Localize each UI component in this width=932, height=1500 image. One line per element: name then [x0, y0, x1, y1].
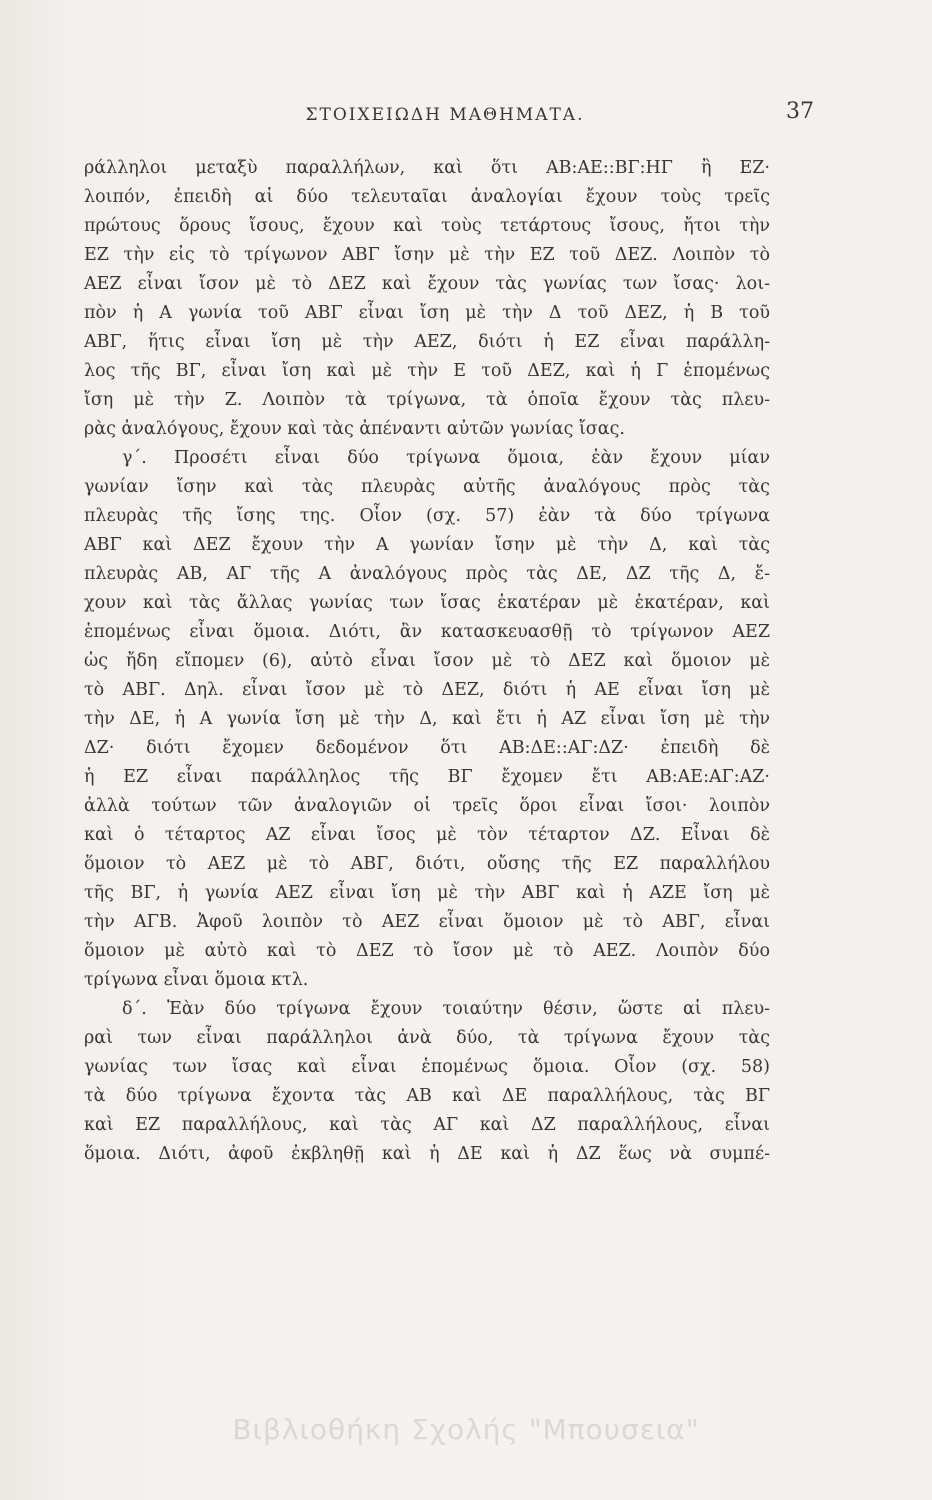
- text-line: ΑΕΖ εἶναι ἴσον μὲ τὸ ΔΕΖ καὶ ἔχουν τὰς γωνίας των ἴσας· λοι-: [84, 274, 770, 294]
- text-line: χουν καὶ τὰς ἄλλας γωνίας των ἴσας ἑκατέραν μὲ ἑκατέραν, καὶ: [84, 593, 770, 613]
- text-line: ὅμοιον μὲ αὐτὸ καὶ τὸ ΔΕΖ τὸ ἴσον μὲ τὸ ΑΕΖ. Λοιπὸν δύο: [84, 941, 770, 961]
- paragraph-start-line: γ΄. Προσέτι εἶναι δύο τρίγωνα ὅμοια, ἐὰν ἔχουν μίαν: [122, 448, 770, 468]
- text-line: ἴση μὲ τὴν Ζ. Λοιπὸν τὰ τρίγωνα, τὰ ὁποῖα ἔχουν τὰς πλευ-: [84, 390, 770, 410]
- text-line: γωνίαν ἴσην καὶ τὰς πλευρὰς αὐτῆς ἀναλόγους πρὸς τὰς: [84, 477, 770, 497]
- text-line: τῆς ΒΓ, ἡ γωνία ΑΕΖ εἶναι ἴση μὲ τὴν ΑΒΓ καὶ ἡ ΑΖΕ ἴση μὲ: [84, 883, 770, 903]
- page-number: 37: [786, 99, 814, 124]
- text-line: πλευρὰς ΑΒ, ΑΓ τῆς Α ἀναλόγους πρὸς τὰς ΔΕ, ΔΖ τῆς Δ, ἔ-: [84, 564, 770, 584]
- text-line: ΔΖ· διότι ἔχομεν δεδομένον ὅτι ΑΒ:ΔΕ::ΑΓ:ΔΖ· ἐπειδὴ δὲ: [84, 738, 770, 758]
- text-line: ὡς ἤδη εἴπομεν (6), αὐτὸ εἶναι ἴσον μὲ τὸ ΔΕΖ καὶ ὅμοιον μὲ: [84, 651, 770, 671]
- text-line: ἡ ΕΖ εἶναι παράλληλος τῆς ΒΓ ἔχομεν ἔτι ΑΒ:ΑΕ:ΑΓ:ΑΖ·: [84, 767, 770, 787]
- text-line: πρώτους ὅρους ἴσους, ἔχουν καὶ τοὺς τετάρτους ἴσους, ἤτοι τὴν: [84, 216, 770, 236]
- text-line: ὅμοια. Διότι, ἀφοῦ ἐκβληθῇ καὶ ἡ ΔΕ καὶ ἡ ΔΖ ἕως νὰ συμπέ-: [84, 1144, 770, 1164]
- text-line: ράλληλοι μεταξὺ παραλλήλων, καὶ ὅτι ΑΒ:ΑΕ::ΒΓ:ΗΓ ἢ ΕΖ·: [84, 158, 770, 178]
- text-line: ΑΒΓ, ἥτις εἶναι ἴση μὲ τὴν ΑΕΖ, διότι ἡ ΕΖ εἶναι παράλλη-: [84, 332, 770, 352]
- text-line: ΕΖ τὴν εἰς τὸ τρίγωνον ΑΒΓ ἴσην μὲ τὴν ΕΖ τοῦ ΔΕΖ. Λοιπὸν τὸ: [84, 245, 770, 265]
- page-header: [90, 93, 814, 133]
- text-line: πὸν ἡ Α γωνία τοῦ ΑΒΓ εἶναι ἴση μὲ τὴν Δ τοῦ ΔΕΖ, ἡ Β τοῦ: [84, 303, 770, 323]
- text-line: λοιπόν, ἐπειδὴ αἱ δύο τελευταῖαι ἀναλογίαι ἔχουν τοὺς τρεῖς: [84, 187, 770, 207]
- text-line: ἑπομένως εἶναι ὅμοια. Διότι, ἂν κατασκευασθῇ τὸ τρίγωνον ΑΕΖ: [84, 622, 770, 642]
- running-title: ΣΤΟΙΧΕΙΩΔΗ ΜΑΘΗΜΑΤΑ.: [305, 105, 585, 125]
- text-line: τὴν ΑΓΒ. Ἀφοῦ λοιπὸν τὸ ΑΕΖ εἶναι ὅμοιον μὲ τὸ ΑΒΓ, εἶναι: [84, 912, 770, 932]
- text-line: γωνίας των ἴσας καὶ εἶναι ἑπομένως ὅμοια. Οἷον (σχ. 58): [84, 1057, 770, 1077]
- text-line: πλευρὰς τῆς ἴσης της. Οἷον (σχ. 57) ἐὰν τὰ δύο τρίγωνα: [84, 506, 770, 526]
- text-line: λος τῆς ΒΓ, εἶναι ἴση καὶ μὲ τὴν Ε τοῦ ΔΕΖ, καὶ ἡ Γ ἑπομένως: [84, 361, 770, 381]
- paragraph-start-line: δ΄. Ἐὰν δύο τρίγωνα ἔχουν τοιαύτην θέσιν, ὥστε αἱ πλευ-: [122, 999, 770, 1019]
- text-line: ἀλλὰ τούτων τῶν ἀναλογιῶν οἱ τρεῖς ὅροι εἶναι ἴσοι· λοιπὸν: [84, 796, 770, 816]
- library-watermark: Βιβλιοθήκη Σχολής "Μπουσεια": [232, 1413, 700, 1446]
- text-line: ραὶ των εἶναι παράλληλοι ἀνὰ δύο, τὰ τρίγωνα ἔχουν τὰς: [84, 1028, 770, 1048]
- text-line: ΑΒΓ καὶ ΔΕΖ ἔχουν τὴν Α γωνίαν ἴσην μὲ τὴν Δ, καὶ τὰς: [84, 535, 770, 555]
- text-line: καὶ ὁ τέταρτος ΑΖ εἶναι ἴσος μὲ τὸν τέταρτον ΔΖ. Εἶναι δὲ: [84, 825, 770, 845]
- text-line: τὴν ΔΕ, ἡ Α γωνία ἴση μὲ τὴν Δ, καὶ ἔτι ἡ ΑΖ εἶναι ἴση μὲ τὴν: [84, 709, 770, 729]
- body-text: [84, 154, 770, 1169]
- text-line: ρὰς ἀναλόγους, ἔχουν καὶ τὰς ἀπέναντι αὐτῶν γωνίας ἴσας.: [84, 419, 625, 439]
- text-line: ὅμοιον τὸ ΑΕΖ μὲ τὸ ΑΒΓ, διότι, οὔσης τῆς ΕΖ παραλλήλου: [84, 854, 770, 874]
- text-line: τρίγωνα εἶναι ὅμοια κτλ.: [84, 970, 309, 990]
- text-line: καὶ ΕΖ παραλλήλους, καὶ τὰς ΑΓ καὶ ΔΖ παραλλήλους, εἶναι: [84, 1115, 770, 1135]
- text-line: τὰ δύο τρίγωνα ἔχοντα τὰς ΑΒ καὶ ΔΕ παραλλήλους, τὰς ΒΓ: [84, 1086, 770, 1106]
- text-line: τὸ ΑΒΓ. Δηλ. εἶναι ἴσον μὲ τὸ ΔΕΖ, διότι ἡ ΑΕ εἶναι ἴση μὲ: [84, 680, 770, 700]
